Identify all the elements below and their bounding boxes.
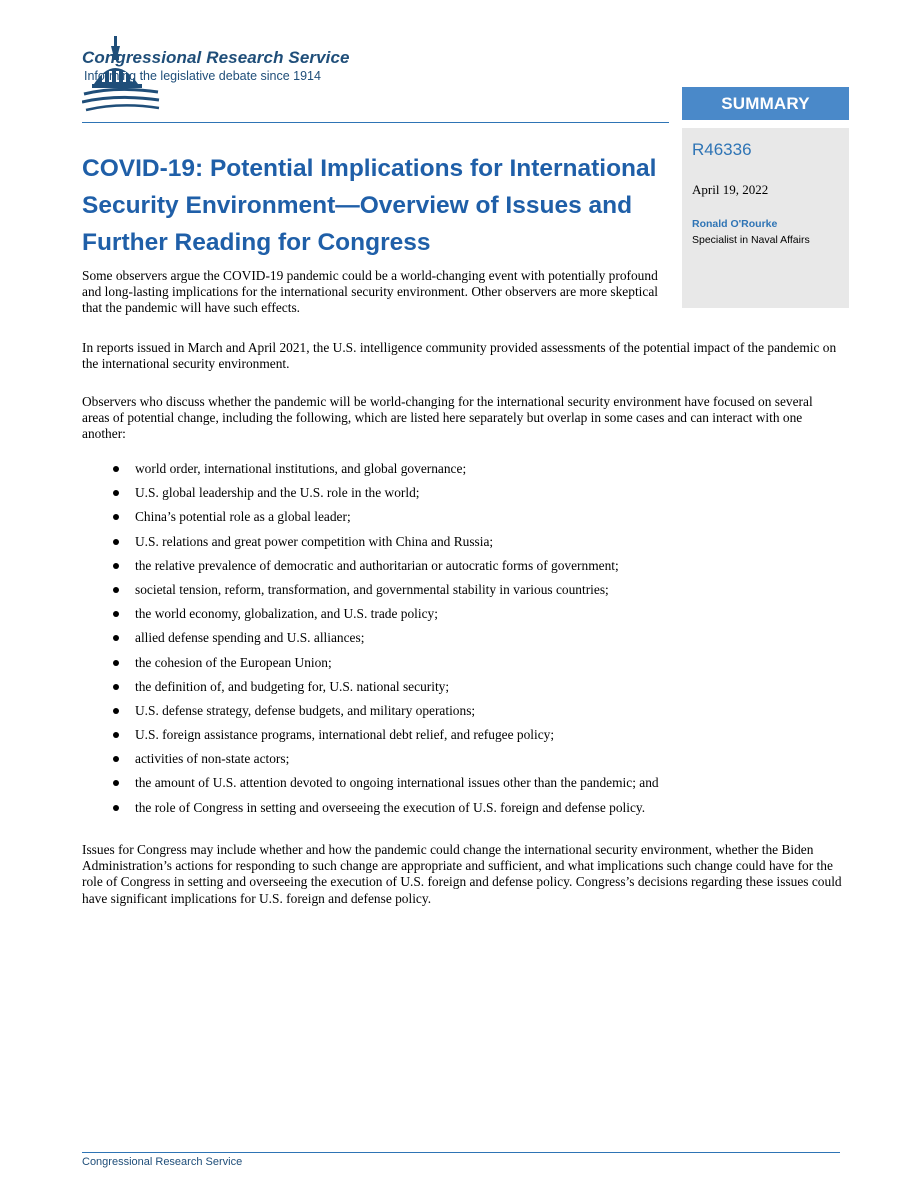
list-item — [82, 485, 842, 509]
list-item — [82, 775, 842, 799]
list-item-text: world order, international institutions, and global governance; — [135, 461, 467, 476]
logo-name: Congressional Research Service — [82, 48, 350, 67]
list-item — [82, 534, 842, 558]
list-item — [82, 679, 842, 703]
author-name: Ronald O'Rourke — [692, 218, 778, 230]
list-item — [82, 461, 842, 485]
bullet-icon — [113, 514, 119, 520]
list-item-text: China’s potential role as a global leader; — [135, 509, 351, 525]
header-divider — [82, 122, 669, 123]
issues-paragraph: Issues for Congress may include whether and how the pandemic could change the international security environment, whether the Biden Administration’s actions for responding to such change are appropriate and sufficient, and what implications such change could have for the role of Congress in setting and overseeing the execution of U.S. foreign and defense policy. Congress’s decisions regarding these issues could have significant implications for U.S. foreign and defense policy. — [82, 842, 842, 906]
list-item — [82, 558, 842, 582]
list-item — [82, 606, 842, 630]
list-item-text: the role of Congress in setting and overseeing the execution of U.S. foreign and defense policy. — [135, 799, 646, 815]
footer-divider — [82, 1152, 840, 1153]
list-item-text: U.S. foreign assistance programs, international debt relief, and refugee policy; — [135, 727, 555, 743]
summary-sidebar — [682, 128, 849, 308]
bullet-icon — [113, 660, 119, 666]
list-item-text: U.S. relations and great power competition with China and Russia; — [135, 533, 494, 549]
author-title: Specialist in Naval Affairs — [692, 234, 810, 246]
list-item-text: activities of non-state actors; — [135, 751, 290, 767]
bullet-icon — [113, 466, 119, 472]
bullet-icon — [113, 805, 119, 811]
report-title: COVID-19: Potential Implications for International Security Environment—Overview of Issues and Further Reading for Congress — [82, 155, 657, 256]
bullet-icon — [113, 708, 119, 714]
bullet-icon — [113, 780, 119, 786]
list-item-text: allied defense spending and U.S. alliances; — [135, 630, 365, 646]
list-item — [82, 655, 842, 679]
footer-text: Congressional Research Service — [82, 1156, 243, 1168]
report-number: R46336 — [692, 140, 752, 159]
intro-paragraph: Some observers argue the COVID-19 pandemic could be a world-changing event with potentially profound and long-lasting implications for the international security environment. Other observers are more skeptical that the pandemic will have such effects. — [82, 268, 658, 316]
bullet-icon — [113, 756, 119, 762]
bullet-icon — [113, 611, 119, 617]
list-item — [82, 751, 842, 775]
list-item — [82, 582, 842, 606]
report-date: April 19, 2022 — [692, 182, 769, 197]
areas-intro-paragraph: Observers who discuss whether the pandemic will be world-changing for the international security environment have focused on several areas of potential change, including the following, which are listed here separately but overlap in some cases and can interact with one another: — [82, 394, 813, 442]
bullet-icon — [113, 684, 119, 690]
list-item-text: the amount of U.S. attention devoted to ongoing international issues other than the pandemic; and — [135, 775, 659, 791]
bullet-icon — [113, 732, 119, 738]
list-item-text: the cohesion of the European Union; — [135, 654, 332, 670]
list-item-text: the world economy, globalization, and U.S. trade policy; — [135, 606, 438, 622]
list-item — [82, 509, 842, 533]
intelligence-paragraph: In reports issued in March and April 2021, the U.S. intelligence community provided assessments of the potential impact of the pandemic on the international security environment. — [82, 340, 837, 372]
bullet-icon — [113, 587, 119, 593]
bullet-icon — [113, 539, 119, 545]
bullet-icon — [113, 563, 119, 569]
summary-label: SUMMARY — [682, 87, 849, 120]
list-item — [82, 800, 842, 824]
list-item-text: societal tension, reform, transformation, and governmental stability in various countries; — [135, 581, 609, 597]
list-item-text: U.S. global leadership and the U.S. role in the world; — [135, 485, 420, 501]
areas-of-change-list — [82, 461, 842, 824]
list-item — [82, 630, 842, 654]
list-item-text: the relative prevalence of democratic and authoritarian or autocratic forms of government; — [135, 557, 619, 573]
list-item-text: the definition of, and budgeting for, U.S. national security; — [135, 678, 450, 694]
list-item — [82, 727, 842, 751]
list-item — [82, 703, 842, 727]
bullet-icon — [113, 635, 119, 641]
bullet-icon — [113, 490, 119, 496]
logo-tagline: Informing the legislative debate since 1914 — [84, 69, 321, 83]
list-item-text: U.S. defense strategy, defense budgets, and military operations; — [135, 702, 476, 718]
